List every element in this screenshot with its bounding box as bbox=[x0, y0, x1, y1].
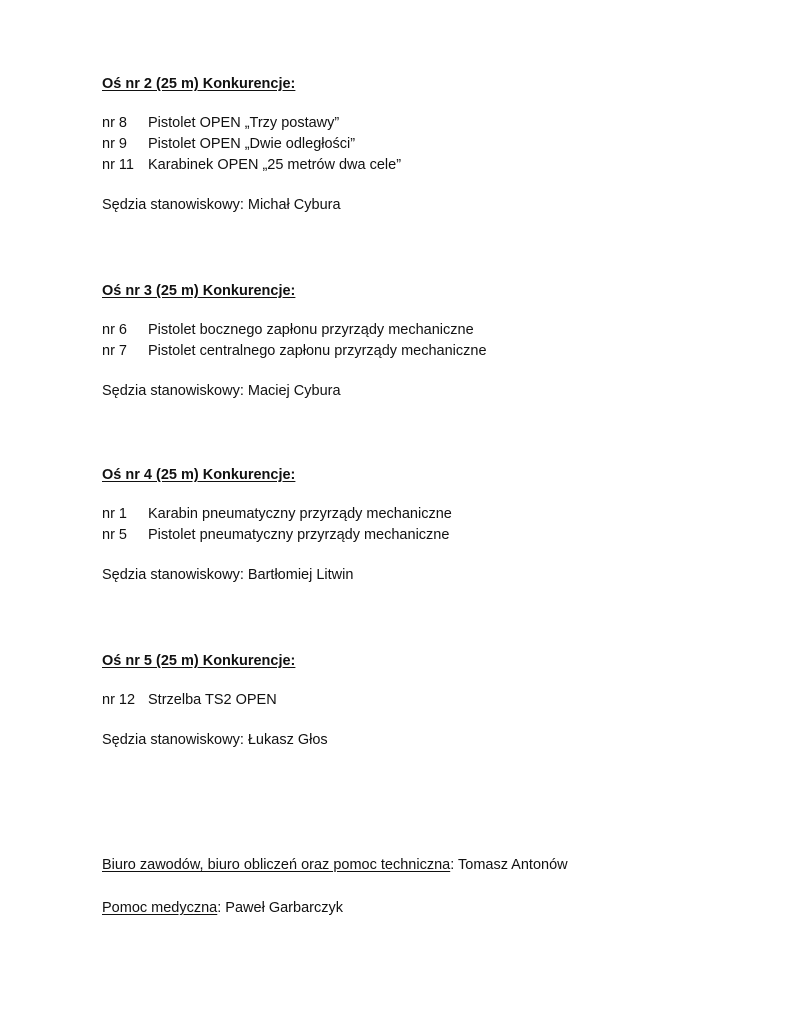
section-heading: Oś nr 5 (25 m) Konkurencje: bbox=[102, 653, 296, 669]
item-name: Pistolet OPEN „Trzy postawy” bbox=[148, 115, 340, 131]
item-name: Pistolet centralnego zapłonu przyrządy mechaniczne bbox=[148, 343, 487, 359]
judge-line: Sędzia stanowiskowy: Bartłomiej Litwin bbox=[102, 567, 354, 583]
list-item bbox=[102, 690, 722, 711]
competition-list bbox=[102, 690, 722, 711]
office-line bbox=[102, 855, 568, 875]
item-number: nr 8 bbox=[102, 115, 127, 131]
judge-line: Sędzia stanowiskowy: Michał Cybura bbox=[102, 197, 341, 213]
section-os-4 bbox=[102, 465, 722, 585]
list-item bbox=[102, 134, 722, 155]
medical-line bbox=[102, 898, 343, 918]
item-name: Pistolet pneumatyczny przyrządy mechaniczne bbox=[148, 527, 450, 543]
list-item bbox=[102, 320, 722, 341]
item-number: nr 6 bbox=[102, 322, 127, 338]
section-heading: Oś nr 3 (25 m) Konkurencje: bbox=[102, 283, 296, 299]
judge-line: Sędzia stanowiskowy: Maciej Cybura bbox=[102, 383, 341, 399]
item-number: nr 11 bbox=[102, 157, 134, 173]
list-item bbox=[102, 113, 722, 134]
competition-list bbox=[102, 320, 722, 362]
item-name: Karabin pneumatyczny przyrządy mechaniczne bbox=[148, 506, 452, 522]
item-name: Pistolet bocznego zapłonu przyrządy mechaniczne bbox=[148, 322, 474, 338]
list-item bbox=[102, 525, 722, 546]
section-os-2 bbox=[102, 74, 722, 215]
section-os-5 bbox=[102, 651, 722, 750]
medical-label: Pomoc medyczna bbox=[102, 900, 218, 916]
judge-line: Sędzia stanowiskowy: Łukasz Głos bbox=[102, 732, 328, 748]
section-os-3 bbox=[102, 281, 722, 401]
item-name: Strzelba TS2 OPEN bbox=[148, 692, 277, 708]
section-heading: Oś nr 4 (25 m) Konkurencje: bbox=[102, 467, 296, 483]
item-name: Pistolet OPEN „Dwie odległości” bbox=[148, 136, 356, 152]
item-number: nr 7 bbox=[102, 343, 127, 359]
item-number: nr 5 bbox=[102, 527, 127, 543]
competition-list bbox=[102, 113, 722, 176]
list-item bbox=[102, 341, 722, 362]
item-number: nr 1 bbox=[102, 506, 127, 522]
list-item bbox=[102, 504, 722, 525]
list-item bbox=[102, 155, 722, 176]
item-name: Karabinek OPEN „25 metrów dwa cele” bbox=[148, 157, 402, 173]
section-heading: Oś nr 2 (25 m) Konkurencje: bbox=[102, 76, 296, 92]
item-number: nr 9 bbox=[102, 136, 127, 152]
competition-list bbox=[102, 504, 722, 546]
office-label: Biuro zawodów, biuro obliczeń oraz pomoc techniczna bbox=[102, 857, 451, 873]
office-value: : Tomasz Antonów bbox=[450, 857, 568, 873]
medical-value: : Paweł Garbarczyk bbox=[217, 900, 343, 916]
item-number: nr 12 bbox=[102, 692, 136, 708]
